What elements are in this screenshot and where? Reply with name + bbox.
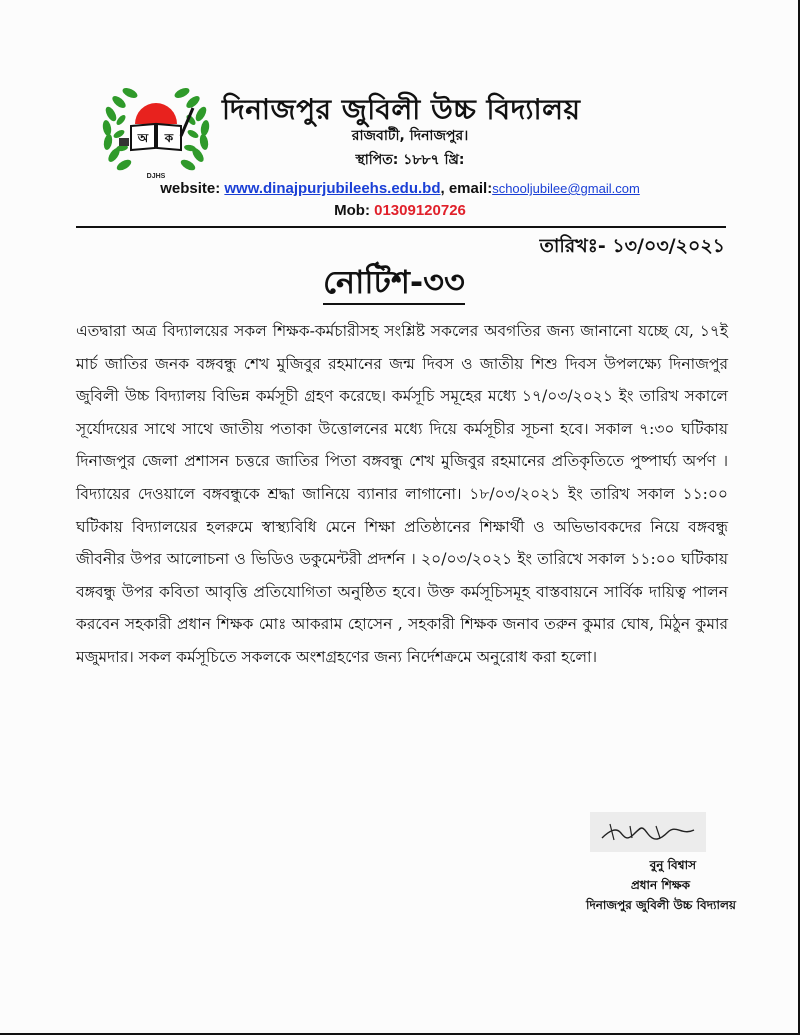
contact-line <box>120 180 680 197</box>
email-link[interactable]: schooljubilee@gmail.com <box>492 181 640 196</box>
school-name: দিনাজপুর জুবিলী উচ্চ বিদ্যালয় <box>222 93 581 126</box>
signatory-block <box>540 855 736 915</box>
email-label: , email: <box>440 180 493 197</box>
website-label: website: <box>160 180 225 197</box>
logo-monogram: DJHS <box>146 173 166 180</box>
established-year: স্থাপিত: ১৮৮৭ খ্রি: <box>355 152 465 168</box>
book-letter-left: অ <box>137 131 149 145</box>
signatory-name: বুনু বিশ্বাস <box>649 858 696 872</box>
notice-date: তারিখঃ- ১৩/০৩/২০২১ <box>539 235 725 257</box>
signatory-institution: দিনাজপুর জুবিলী উচ্চ বিদ্যালয় <box>586 898 736 912</box>
open-book-icon <box>131 124 181 150</box>
signatory-designation: প্রধান শিক্ষক <box>630 878 690 892</box>
website-link[interactable]: www.dinajpurjubileehs.edu.bd <box>224 180 441 197</box>
book-letter-right: ক <box>164 131 174 145</box>
rising-sun-icon <box>135 103 177 124</box>
handwritten-signature <box>590 812 706 852</box>
mobile-number: 01309120726 <box>374 202 466 219</box>
mobile-line <box>300 202 500 219</box>
header-divider <box>76 226 726 228</box>
inkpot-icon <box>119 138 129 146</box>
notice-title: নোটিশ-৩৩ <box>323 262 465 305</box>
mobile-label: Mob: <box>334 202 375 219</box>
school-address: রাজবাটী, দিনাজপুর। <box>351 128 469 144</box>
notice-body: এতদ্বারা অত্র বিদ্যালয়ের সকল শিক্ষক-কর্মচারীসহ সংশ্লিষ্ট সকলের অবগতির জন্য জানানো যচ্ছে যে, ১৭ই মার্চ জাতির জনক বঙ্গবন্ধু শেখ মুজিবুর রহমানের জন্ম দিবস ও জাতীয় শিশু দিবস উপলক্ষ্যে দিনাজপুর জুবিলী উচ্চ বিদ্যালয় বিভিন্ন কর্মসূচী গ্রহণ করেছে। কর্মসূচি সমূহের মধ্যে ১৭/০৩/২০২১ ইং তারিখ সকালে সূর্যোদয়ের সাথে সাথে জাতীয় পতাকা উত্তোলনের মধ্যে দিয়ে কর্মসূচীর সূচনা হবে। সকাল ৭:৩০ ঘটিকায় দিনাজপুর জেলা প্রশাসন চত্তরে জাতির পিতা বঙ্গবন্ধু শেখ মুজিবুর রহমানের প্রতিকৃতিতে পুষ্পার্ঘ্য অর্পণ । বিদ্যায়ের দেওয়ালে বঙ্গবন্ধুকে শ্রদ্ধা জানিয়ে ব্যানার লাগানো। ১৮/০৩/২০২১ ইং তারিখ সকাল ১১:০০ ঘটিকায় বিদ্যালয়ের হলরুমে স্বাস্থ্যবিধি মেনে শিক্ষা প্রতিষ্ঠানের শিক্ষার্থী ও অভিভাবকদের নিয়ে বঙ্গবন্ধু জীবনীর উপর আলোচনা ও ভিডিও ডকুমেন্টরী প্রদর্শন । ২০/০৩/২০২১ ইং তারিখে সকাল ১১:০০ ঘটিকায় বঙ্গবন্ধু উপর কবিতা আবৃত্তি প্রতিযোগিতা অনুষ্ঠিত হবে। উক্ত কর্মসূচিসমূহ বাস্তবায়নে সার্বিক দায়িত্ব পালন করবেন সহকারী প্রধান শিক্ষক মোঃ আকরাম হোসেন , সহকারী শিক্ষক জনাব তরুন কুমার ঘোষ, মিঠুন কুমার মজুমদার। সকল কর্মসূচিতে সকলকে অংশগ্রহণের জন্য নির্দেশক্রমে অনুরোধ করা হলো। <box>76 322 728 666</box>
school-crest-logo <box>97 74 215 182</box>
